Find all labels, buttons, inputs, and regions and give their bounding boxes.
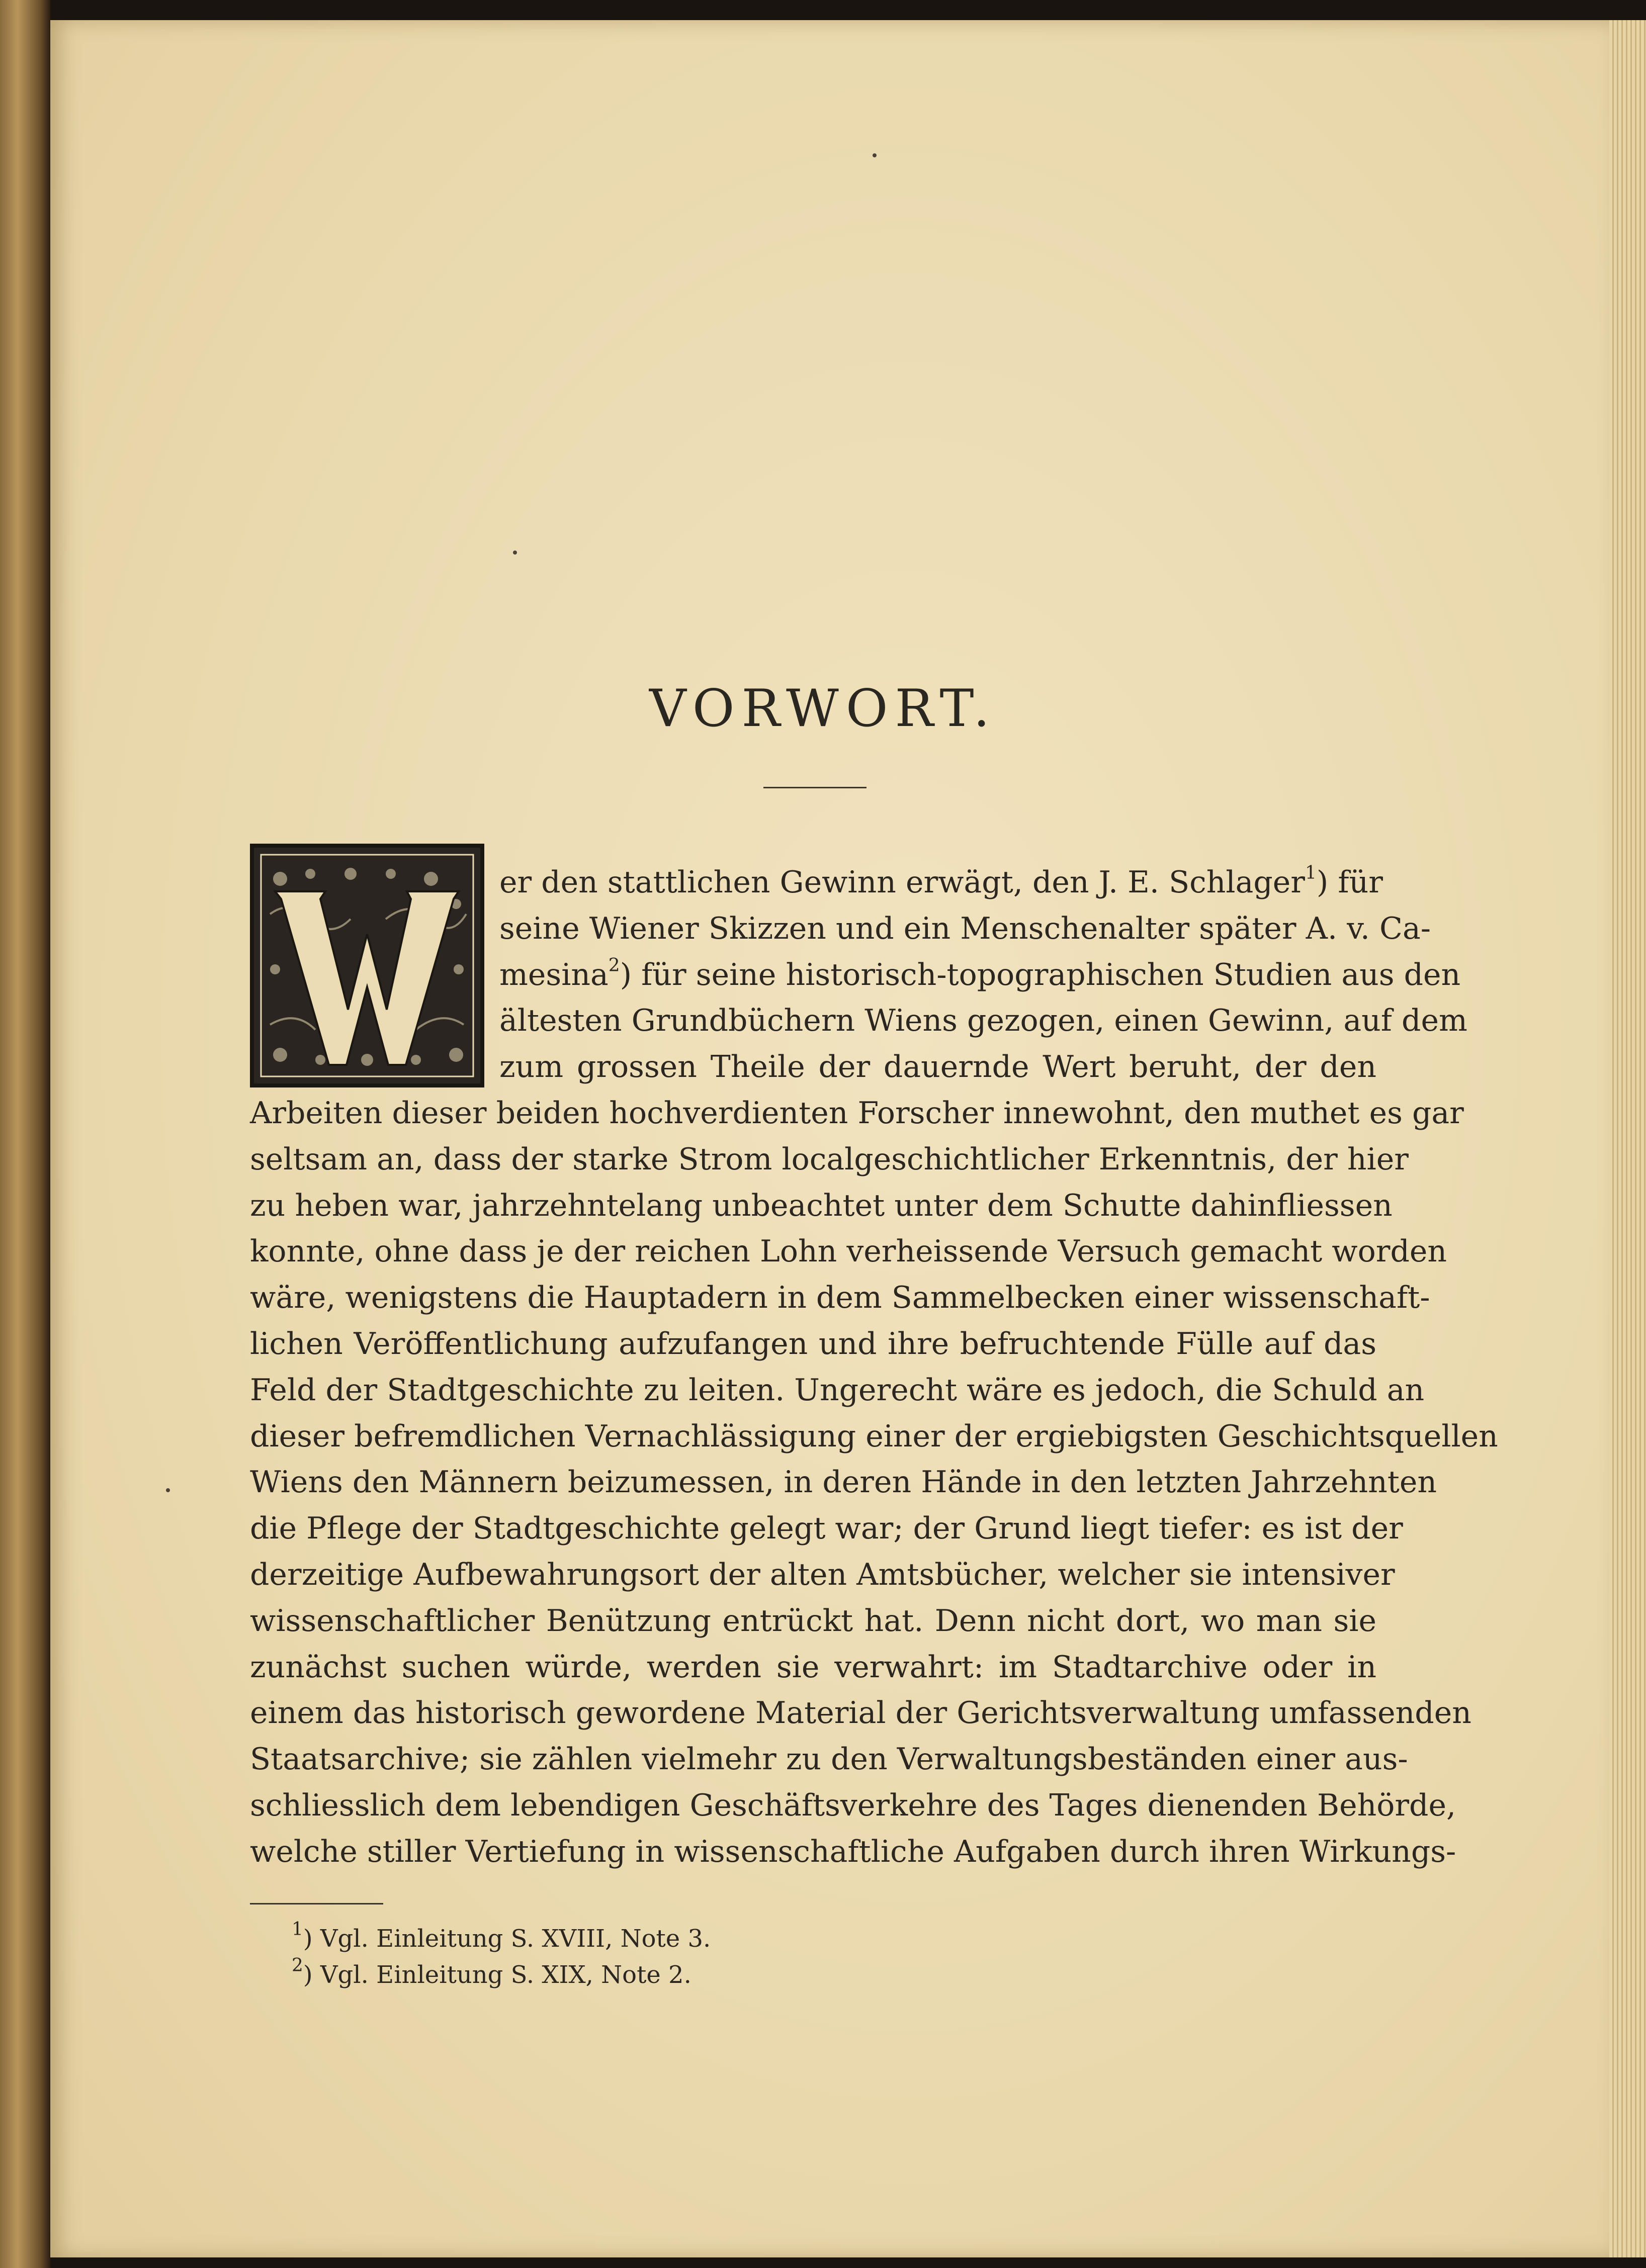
text-line: einem das historisch gewordene Material der Gerichtsverwaltung umfassenden: [250, 1695, 1471, 1731]
text-line: seine Wiener Skizzen und ein Menschenalter später A. v. Ca-: [499, 911, 1431, 946]
text-line: schliesslich dem lebendigen Geschäftsverkehre des Tages dienenden Behörde,: [250, 1787, 1456, 1823]
text-line: Arbeiten dieser beiden hochverdienten Forscher innewohnt, den muthet es gar: [250, 1095, 1464, 1131]
footnote-item: $^1$) Vgl. Einleitung S. XVIII, Note 3.: [292, 1919, 711, 1953]
preface-paragraph: [250, 860, 1498, 1875]
ink-speck: [513, 551, 517, 555]
ink-speck: [166, 1488, 170, 1492]
ink-speck: [873, 153, 877, 157]
text-line: mesina$^2$) für seine historisch-topographischen Studien aus den: [499, 955, 1461, 992]
text-line: wäre, wenigstens die Hauptadern in dem Sammelbecken einer wissenschaft-: [250, 1280, 1430, 1316]
text-line: welche stiller Vertiefung in wissenschaftliche Aufgaben durch ihren Wirkungs-: [250, 1834, 1456, 1869]
text-line: seltsam an, dass der starke Strom localgeschichtlicher Erkenntnis, der hier: [250, 1141, 1409, 1177]
text-line: derzeitige Aufbewahrungsort der alten Amtsbücher, welcher sie intensiver: [250, 1557, 1395, 1592]
footnote-divider: [250, 1903, 383, 1904]
text-line: die Pflege der Stadtgeschichte gelegt war; der Grund liegt tiefer: es ist der: [250, 1511, 1403, 1547]
title-divider: [763, 787, 867, 788]
text-line: zunächst suchen würde, werden sie verwahrt: im Stadtarchive oder in: [250, 1649, 1376, 1685]
page-title: VORWORT.: [649, 679, 997, 739]
text-line: er den stattlichen Gewinn erwägt, den J. E. Schlager$^1$) für: [499, 863, 1383, 900]
footnotes: [292, 1921, 711, 1993]
text-line: wissenschaftlicher Benützung entrückt hat. Denn nicht dort, wo man sie: [250, 1603, 1376, 1639]
text-line: Feld der Stadtgeschichte zu leiten. Ungerecht wäre es jedoch, die Schuld an: [250, 1372, 1425, 1408]
text-line: Staatsarchive; sie zählen vielmehr zu den Verwaltungsbeständen einer aus-: [250, 1742, 1408, 1777]
text-line: dieser befremdlichen Vernachlässigung einer der ergiebigsten Geschichtsquellen: [250, 1418, 1498, 1454]
text-line: zum grossen Theile der dauernde Wert beruht, der den: [499, 1049, 1376, 1085]
footnote-item: $^2$) Vgl. Einleitung S. XIX, Note 2.: [292, 1955, 691, 1989]
text-line: lichen Veröffentlichung aufzufangen und ihre befruchtende Fülle auf das: [250, 1326, 1376, 1362]
text-line: ältesten Grundbüchern Wiens gezogen, einen Gewinn, auf dem: [499, 1003, 1467, 1039]
book-binding: [0, 0, 50, 2268]
page-edges: [1609, 20, 1646, 2257]
text-line: Wiens den Männern beizumessen, in deren Hände in den letzten Jahrzehnten: [250, 1465, 1437, 1500]
text-line: zu heben war, jahrzehntelang unbeachtet unter dem Schutte dahinfliessen: [250, 1188, 1393, 1223]
text-line: konnte, ohne dass je der reichen Lohn verheissende Versuch gemacht worden: [250, 1234, 1447, 1269]
